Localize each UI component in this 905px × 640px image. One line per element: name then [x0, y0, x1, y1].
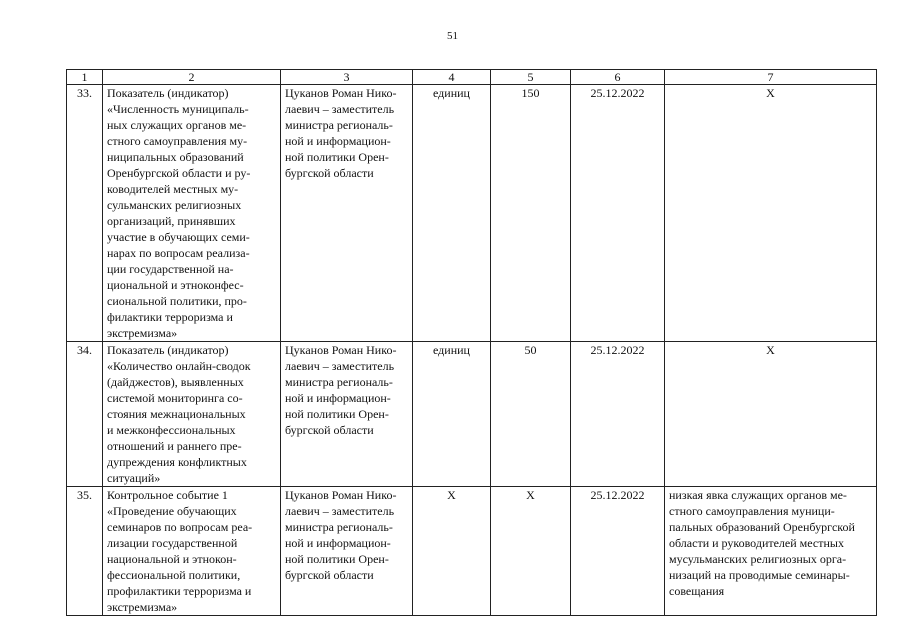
- header-cell: 2: [103, 70, 281, 85]
- header-cell: 5: [491, 70, 571, 85]
- page-number: 51: [447, 30, 458, 42]
- note-cell: Х: [665, 85, 877, 342]
- table-row: [67, 85, 877, 342]
- unit-cell: единиц: [413, 85, 491, 342]
- header-cell: 7: [665, 70, 877, 85]
- date-cell: 25.12.2022: [571, 342, 665, 487]
- indicator-cell: Показатель (индикатор) «Численность муниципаль- ных служащих органов ме- стного самоуправления му- ниципальных образований Оренбургской области и ру- ководителей местных му- сульманских религиозных организаций, принявших участие в обучающих семи- нарах по вопросам реализа- ции государственной на- циональной и этноконфес- сиональной политики, про- филактики терроризма и экстремизма»: [103, 85, 281, 342]
- note-cell: Х: [665, 342, 877, 487]
- header-cell: 1: [67, 70, 103, 85]
- unit-cell: Х: [413, 487, 491, 616]
- row-number: 34.: [67, 342, 103, 487]
- responsible-cell: Цуканов Роман Нико- лаевич – заместитель министра региональ- ной и информацион- ной политики Орен- бургской области: [281, 487, 413, 616]
- unit-cell: единиц: [413, 342, 491, 487]
- plan-table: [66, 69, 877, 616]
- note-cell: низкая явка служащих органов ме- стного самоуправления муници- пальных образований Оренбургской области и руководителей местных мусульманских религиозных орга- низаций на проводимые семинары- совещания: [665, 487, 877, 616]
- indicator-cell: Контрольное событие 1 «Проведение обучающих семинаров по вопросам реа- лизации государственной национальной и этнокон- фессиональной политики, профилактики терроризма и экстремизма»: [103, 487, 281, 616]
- row-number: 33.: [67, 85, 103, 342]
- date-cell: 25.12.2022: [571, 487, 665, 616]
- header-cell: 3: [281, 70, 413, 85]
- table-row: [67, 487, 877, 616]
- table-header-row: [67, 70, 877, 85]
- value-cell: Х: [491, 487, 571, 616]
- header-cell: 4: [413, 70, 491, 85]
- row-number: 35.: [67, 487, 103, 616]
- indicator-cell: Показатель (индикатор) «Количество онлайн-сводок (дайджестов), выявленных системой мониторинга со- стояния межнациональных и межконфессиональных отношений и раннего пре- дупреждения конфликтных ситуаций»: [103, 342, 281, 487]
- value-cell: 50: [491, 342, 571, 487]
- header-cell: 6: [571, 70, 665, 85]
- responsible-cell: Цуканов Роман Нико- лаевич – заместитель министра региональ- ной и информацион- ной политики Орен- бургской области: [281, 342, 413, 487]
- value-cell: 150: [491, 85, 571, 342]
- table-row: [67, 342, 877, 487]
- responsible-cell: Цуканов Роман Нико- лаевич – заместитель министра региональ- ной и информацион- ной политики Орен- бургской области: [281, 85, 413, 342]
- date-cell: 25.12.2022: [571, 85, 665, 342]
